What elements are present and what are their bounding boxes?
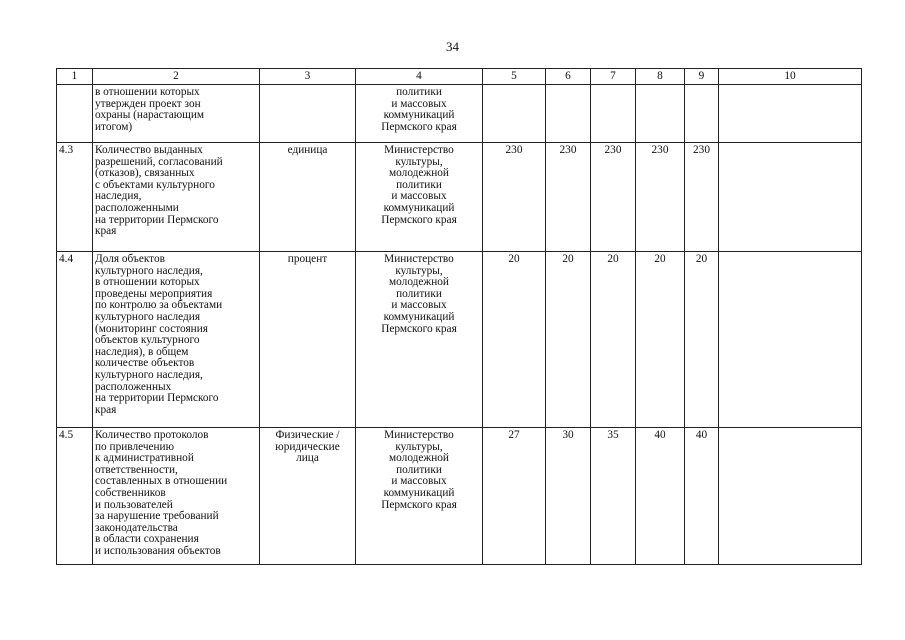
column-header: 3 [260, 69, 356, 85]
indicator-name: Количество выданных разрешений, согласований (отказов), связанных с объектами культурного наследия, расположенными на территории Пермского края [93, 143, 260, 252]
indicator-value: 20 [685, 252, 719, 428]
table-header-row [57, 69, 862, 85]
table-row [57, 428, 862, 565]
column-header: 7 [591, 69, 636, 85]
table-row [57, 85, 862, 143]
indicator-value: 230 [685, 143, 719, 252]
indicator-value: 230 [636, 143, 685, 252]
indicator-name: в отношении которых утвержден проект зон охраны (нарастающим итогом) [93, 85, 260, 143]
indicator-value: 20 [636, 252, 685, 428]
responsible-executor: Министерство культуры, молодежной политики и массовых коммуникаций Пермского края [356, 428, 483, 565]
indicator-name: Количество протоколов по привлечению к административной ответственности, составленных в отношении собственников и пользователей за нарушение требований законодательства в области сохранения и использования объектов [93, 428, 260, 565]
column-header: 10 [719, 69, 862, 85]
indicator-value: 40 [685, 428, 719, 565]
unit-of-measure: процент [260, 252, 356, 428]
column-header: 9 [685, 69, 719, 85]
indicator-value: 230 [483, 143, 546, 252]
indicator-value: 20 [591, 252, 636, 428]
responsible-executor: Министерство культуры, молодежной политики и массовых коммуникаций Пермского края [356, 252, 483, 428]
row-number [57, 85, 93, 143]
column-header: 1 [57, 69, 93, 85]
indicator-value [591, 85, 636, 143]
indicator-value [685, 85, 719, 143]
column-header: 8 [636, 69, 685, 85]
unit-of-measure: единица [260, 143, 356, 252]
table-row [57, 143, 862, 252]
indicator-value: 230 [591, 143, 636, 252]
indicator-value [636, 85, 685, 143]
page-number: 34 [446, 39, 459, 54]
indicator-value: 20 [546, 252, 591, 428]
indicator-value: 230 [546, 143, 591, 252]
column-header: 4 [356, 69, 483, 85]
table-row [57, 252, 862, 428]
responsible-executor: Министерство культуры, молодежной политики и массовых коммуникаций Пермского края [356, 143, 483, 252]
indicator-name: Доля объектов культурного наследия, в отношении которых проведены мероприятия по контролю за объектами культурного наследия (мониторинг состояния объектов культурного наследия), в общем количестве объектов культурного наследия, расположенных на территории Пермского края [93, 252, 260, 428]
indicator-value [483, 85, 546, 143]
note-cell [719, 428, 862, 565]
column-header: 5 [483, 69, 546, 85]
indicator-value: 30 [546, 428, 591, 565]
indicator-value [546, 85, 591, 143]
indicator-value: 40 [636, 428, 685, 565]
row-number: 4.5 [57, 428, 93, 565]
row-number: 4.3 [57, 143, 93, 252]
unit-of-measure [260, 85, 356, 143]
note-cell [719, 85, 862, 143]
unit-of-measure: Физические / юридические лица [260, 428, 356, 565]
column-header: 6 [546, 69, 591, 85]
note-cell [719, 252, 862, 428]
row-number: 4.4 [57, 252, 93, 428]
indicator-value: 35 [591, 428, 636, 565]
responsible-executor: политики и массовых коммуникаций Пермского края [356, 85, 483, 143]
indicator-value: 27 [483, 428, 546, 565]
indicator-value: 20 [483, 252, 546, 428]
column-header: 2 [93, 69, 260, 85]
indicators-table [56, 68, 862, 565]
note-cell [719, 143, 862, 252]
